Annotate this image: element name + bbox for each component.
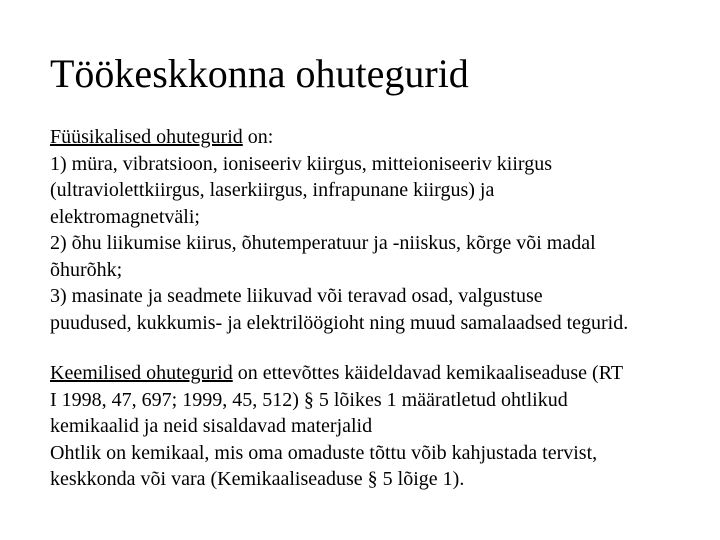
physical-hazards-line: elektromagnetväli; [50,205,200,228]
physical-hazards-section [50,124,710,336]
chemical-hazards-heading-line [50,360,710,387]
chemical-hazards-line: kemikaalid ja neid sisaldavad materjalid [50,415,373,437]
physical-hazards-line: õhurõhk; [50,258,123,281]
physical-hazards-heading-rest: on: [242,126,274,148]
chemical-hazards-heading: Keemilised ohutegurid [50,362,233,384]
slide-title: Töökeskkonna ohutegurid [50,51,469,96]
chemical-hazards-section [50,360,710,493]
physical-hazards-line: 1) müra, vibratsioon, ioniseeriv kiirgus, mitteioniseeriv kiirgus [50,152,552,175]
physical-hazards-line: puudused, kukkumis- ja elektrilöögioht ning muud samalaadsed tegurid. [50,311,629,334]
physical-hazards-line: 3) masinate ja seadmete liikuvad või teravad osad, valgustuse [50,285,543,307]
chemical-hazards-line: keskkonda või vara (Kemikaaliseaduse § 5 lõige 1). [50,468,465,490]
physical-hazards-heading-line [50,124,710,151]
physical-hazards-line: (ultraviolettkiirgus, laserkiirgus, infrapunane kiirgus) ja [50,179,495,201]
physical-hazards-line: 2) õhu liikumise kiirus, õhutemperatuur ja -niiskus, kõrge või madal [50,232,596,254]
physical-hazards-heading: Füüsikalised ohutegurid [50,126,243,148]
chemical-hazards-line: I 1998, 47, 697; 1999, 45, 512) § 5 lõikes 1 määratletud ohtlikud [50,388,568,411]
chemical-hazards-heading-rest: on ettevõttes käideldavad kemikaaliseaduse (RT [232,362,624,384]
chemical-hazards-line: Ohtlik on kemikaal, mis oma omaduste tõttu võib kahjustada tervist, [50,441,598,464]
